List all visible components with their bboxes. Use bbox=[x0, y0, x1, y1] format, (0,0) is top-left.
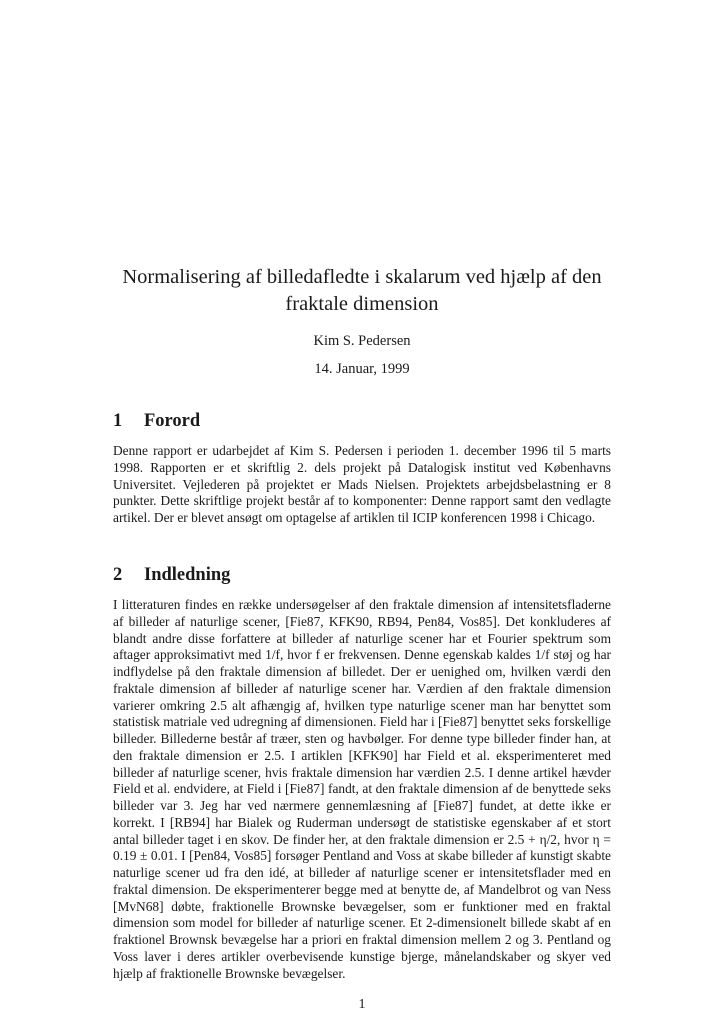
section-title: Indledning bbox=[144, 565, 231, 585]
section-body-forord: Denne rapport er udarbejdet af Kim S. Pedersen i perioden 1. december 1996 til 5 marts 1998. Rapporten er et skriftlig 2. dels projekt på Datalogisk institut ved Københavns Universitet. Vejlederen på projektet er Mads Nielsen. Projektets arbejdsbelastning er 8 punkter. Dette skriftlige projekt består af to komponenter: Denne rapport samt den vedlagte artikel. Der er blevet ansøgt om optagelse af artiklen til ICIP konferencen 1998 i Chicago. bbox=[113, 443, 611, 525]
author-name: Kim S. Pedersen bbox=[313, 333, 411, 349]
page-number: 1 bbox=[358, 997, 366, 1012]
section-title: Forord bbox=[144, 411, 201, 431]
section-number: 2 bbox=[113, 565, 123, 585]
document-date: 14. Januar, 1999 bbox=[314, 361, 410, 377]
section-number: 1 bbox=[113, 411, 123, 431]
document-title: Normalisering af billedafledte i skalarum ved hjælp af den fraktale dimension bbox=[122, 266, 602, 315]
section-heading-indledning bbox=[113, 564, 230, 586]
section-heading-forord bbox=[113, 410, 200, 432]
section-body-indledning: I litteraturen findes en række undersøgelser af den fraktale dimension af intensitetsfladerne af billeder af naturlige scener, [Fie87, KFK90, RB94, Pen84, Vos85]. Det konkluderes af blandt andre disse forfattere at billeder af naturlige scener har et Fourier spektrum som aftager approksimativt med 1/f, hvor f er frekvensen. Denne egenskab kaldes 1/f støj og har indflydelse på den fraktale dimension af billedet. Der er uenighed om, hvilken værdi den fraktale dimension af billeder af naturlige scener har. Værdien af den fraktale dimension varierer omkring 2.5 alt afhængig af, hvilken type naturlige scener man har benyttet som statistisk matriale ved udregning af dimensionen. Field har i [Fie87] benyttet seks forskellige billeder. Billederne består af træer, sten og havbølger. For denne type billeder finder han, at den fraktale dimension er 2.5. I artiklen [KFK90] har Field et al. eksperimenteret med billeder af naturlige scener, hvis fraktale dimension har værdien 2.5. I denne artikel hævder Field et al. endvidere, at Field i [Fie87] fandt, at den fraktale dimension af de benyttede seks billeder var 3. Jeg har ved nærmere gennemlæsning af [Fie87] fundet, at dette ikke er korrekt. I [RB94] har Bialek og Ruderman undersøgt de statistiske egenskaber af et stort antal billeder taget i en skov. De finder her, at den fraktale dimension er 2.5 + η/2, hvor η = 0.19 ± 0.01. I [Pen84, Vos85] forsøger Pentland and Voss at skabe billeder af kunstigt skabte naturlige scener ud fra den idé, at billeder af naturlige scener er intensitetsflader med en fraktal dimension. De eksperimenterer begge med at benytte de, af Mandelbrot og van Ness [MvN68] døbte, fraktionelle Brownske bevægelser, som er funktioner med en fraktal dimension som model for billeder af naturlige scener. Et 2-dimensionelt billede skabt af en fraktionel Brownsk bevægelse har a priori en fraktal dimension mellem 2 og 3. Pentland og Voss laver i deres artikler overbevisende kunstige bjerge, månelandskaber og skyer ved hjælp af fraktionelle Brownske bevægelser. bbox=[113, 597, 611, 981]
